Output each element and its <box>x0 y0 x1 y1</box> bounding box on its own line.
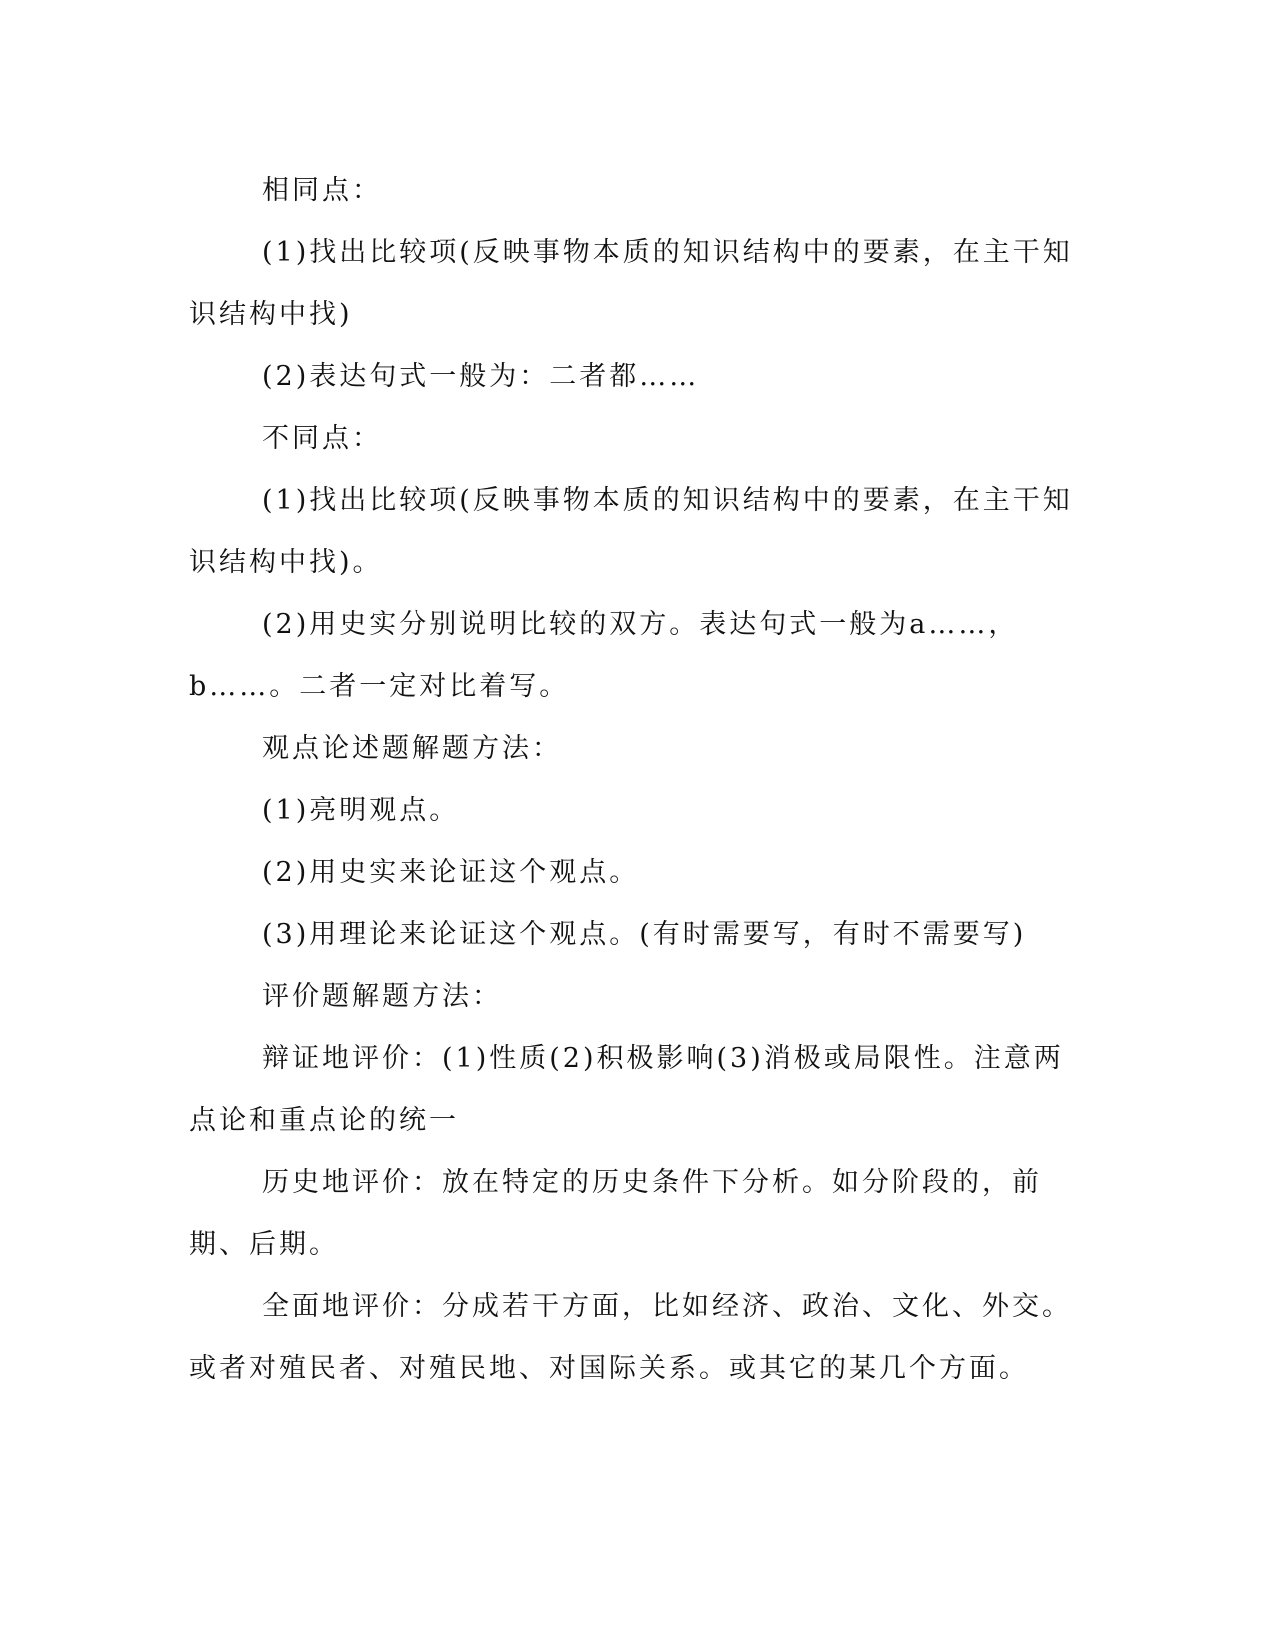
paragraph-differences-step-1: (1)找出比较项(反映事物本质的知识结构中的要素，在主干知识结构中找)。 <box>189 485 1073 578</box>
paragraph-argument-heading: 观点论述题解题方法： <box>262 733 562 764</box>
paragraph-evaluation-historical: 历史地评价：放在特定的历史条件下分析。如分阶段的，前期、后期。 <box>189 1167 1042 1260</box>
paragraph-similarities-step-1: (1)找出比较项(反映事物本质的知识结构中的要素，在主干知识结构中找) <box>189 237 1073 330</box>
paragraph-differences-step-2: (2)用史实分别说明比较的双方。表达句式一般为a……，b……。二者一定对比着写。 <box>189 609 1019 702</box>
paragraph-evaluation-heading: 评价题解题方法： <box>262 981 502 1012</box>
paragraph-similarities-step-2: (2)表达句式一般为：二者都…… <box>262 361 700 392</box>
paragraph-evaluation-comprehensive: 全面地评价：分成若干方面，比如经济、政治、文化、外交。或者对殖民者、对殖民地、对国际关系。或其它的某几个方面。 <box>189 1291 1072 1384</box>
paragraph-argument-step-1: (1)亮明观点。 <box>262 795 460 826</box>
paragraph-argument-step-3: (3)用理论来论证这个观点。(有时需要写，有时不需要写) <box>262 919 1027 950</box>
paragraph-differences-heading: 不同点： <box>262 423 382 454</box>
paragraph-evaluation-dialectical: 辩证地评价：(1)性质(2)积极影响(3)消极或局限性。注意两点论和重点论的统一 <box>189 1043 1064 1136</box>
paragraph-similarities-heading: 相同点： <box>262 175 382 206</box>
paragraph-argument-step-2: (2)用史实来论证这个观点。 <box>262 857 640 888</box>
document-body <box>189 160 1079 1400</box>
